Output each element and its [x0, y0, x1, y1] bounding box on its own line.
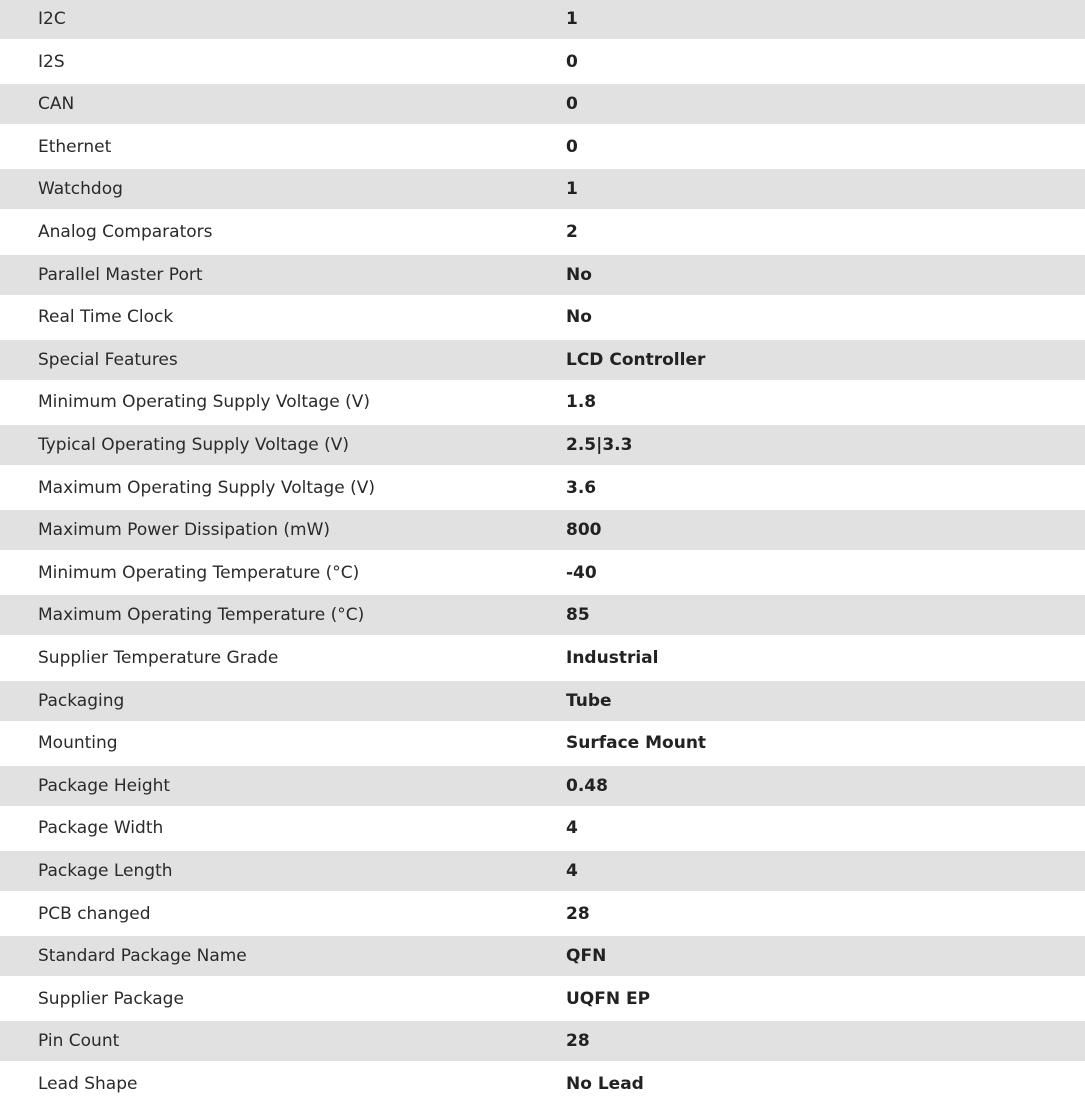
spec-label: Minimum Operating Supply Voltage (V) [38, 392, 370, 413]
spec-value: 85 [566, 605, 590, 626]
spec-label: Special Features [38, 349, 178, 370]
table-row [0, 0, 1085, 39]
spec-label: Packaging [38, 690, 125, 711]
table-row [0, 1021, 1085, 1061]
table-row [0, 808, 1085, 848]
spec-value: Surface Mount [566, 733, 707, 754]
spec-value: 2.5|3.3 [566, 435, 633, 455]
spec-label: Real Time Clock [38, 307, 174, 328]
spec-value: 28 [566, 1031, 590, 1052]
spec-value: 1 [566, 9, 578, 29]
spec-label: I2C [38, 9, 66, 29]
spec-value: No [566, 264, 592, 285]
spec-value: QFN [566, 946, 607, 967]
table-row [0, 169, 1085, 209]
spec-label: Pin Count [38, 1031, 120, 1052]
spec-label: Maximum Operating Supply Voltage (V) [38, 477, 375, 498]
table-row [0, 723, 1085, 763]
spec-value: LCD Controller [566, 349, 706, 370]
spec-label: Package Width [38, 818, 164, 839]
spec-label: Maximum Power Dissipation (mW) [38, 520, 331, 541]
spec-label: Standard Package Name [38, 946, 247, 967]
table-row [0, 84, 1085, 124]
spec-label: Analog Comparators [38, 222, 213, 242]
table-row [0, 638, 1085, 678]
table-row [0, 382, 1085, 422]
table-row [0, 1064, 1085, 1103]
spec-value: 1 [566, 179, 578, 200]
spec-label: Ethernet [38, 136, 112, 157]
table-row [0, 553, 1085, 593]
spec-value: 4 [566, 861, 578, 881]
table-row [0, 766, 1085, 806]
spec-label: Maximum Operating Temperature (°C) [38, 605, 365, 626]
table-row [0, 595, 1085, 635]
table-row [0, 297, 1085, 337]
table-row [0, 851, 1085, 891]
spec-value: 800 [566, 520, 602, 541]
spec-label: Minimum Operating Temperature (°C) [38, 562, 360, 583]
table-row [0, 894, 1085, 934]
spec-value: 0 [566, 136, 578, 157]
table-row [0, 936, 1085, 976]
spec-value: 3.6 [566, 477, 597, 498]
spec-value: 28 [566, 903, 590, 924]
spec-value: 0.48 [566, 775, 608, 796]
spec-label: CAN [38, 94, 75, 115]
spec-value: Tube [566, 690, 612, 711]
table-row [0, 212, 1085, 252]
spec-value: 0 [566, 51, 578, 72]
spec-label: Typical Operating Supply Voltage (V) [38, 435, 349, 455]
spec-label: Watchdog [38, 179, 123, 200]
table-row [0, 340, 1085, 380]
spec-label: Supplier Package [38, 988, 184, 1009]
spec-value: No [566, 307, 592, 328]
spec-value: -40 [566, 562, 597, 583]
spec-label: I2S [38, 51, 65, 72]
spec-value: 4 [566, 818, 578, 839]
spec-label: Lead Shape [38, 1074, 138, 1094]
table-row [0, 425, 1085, 465]
table-row [0, 979, 1085, 1019]
spec-label: Package Height [38, 775, 171, 796]
spec-label: Parallel Master Port [38, 264, 203, 285]
spec-value: 2 [566, 222, 578, 242]
spec-value: UQFN EP [566, 988, 651, 1009]
table-row [0, 127, 1085, 167]
spec-value: 0 [566, 94, 578, 115]
spec-label: Mounting [38, 733, 118, 754]
table-row [0, 468, 1085, 508]
table-row [0, 42, 1085, 82]
table-row [0, 255, 1085, 295]
spec-label: Package Length [38, 861, 173, 881]
spec-value: Industrial [566, 648, 659, 668]
table-row [0, 510, 1085, 550]
spec-value: 1.8 [566, 392, 597, 413]
spec-value: No Lead [566, 1074, 644, 1094]
spec-label: PCB changed [38, 903, 151, 924]
spec-label: Supplier Temperature Grade [38, 648, 279, 668]
table-row [0, 681, 1085, 721]
